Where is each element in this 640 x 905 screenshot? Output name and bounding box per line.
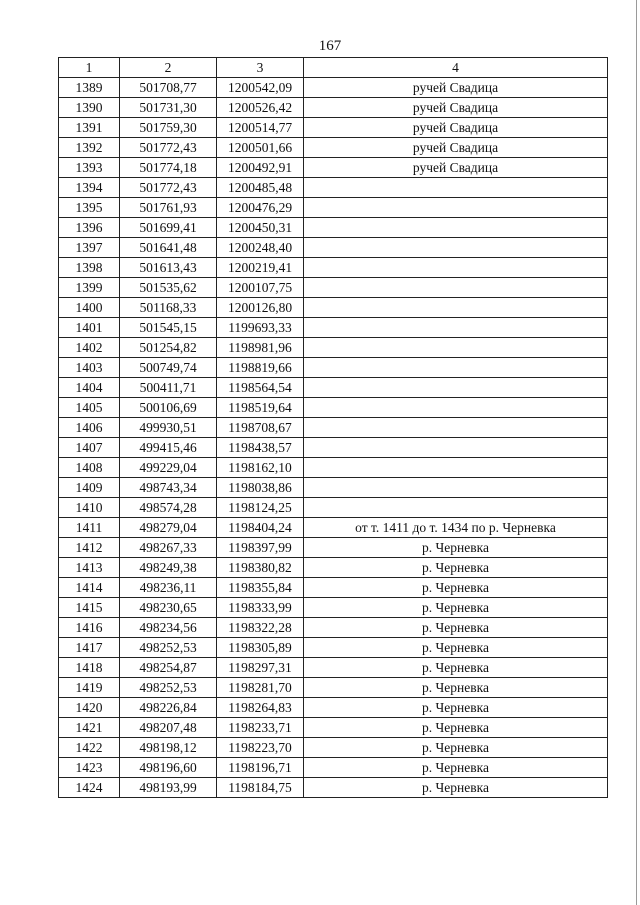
- table-row: [59, 658, 608, 678]
- table-row: [59, 738, 608, 758]
- point-number-cell: 1411: [59, 518, 120, 538]
- table-row: [59, 398, 608, 418]
- description-cell: [304, 398, 608, 418]
- description-cell: [304, 338, 608, 358]
- y-coordinate-cell: 1200107,75: [217, 278, 304, 298]
- point-number-cell: 1403: [59, 358, 120, 378]
- description-cell: [304, 298, 608, 318]
- description-cell: р. Черневка: [304, 698, 608, 718]
- table-row: [59, 778, 608, 798]
- table-row: [59, 98, 608, 118]
- x-coordinate-cell: 501731,30: [120, 98, 217, 118]
- table-row: [59, 698, 608, 718]
- table-row: [59, 518, 608, 538]
- description-cell: ручей Свадица: [304, 78, 608, 98]
- y-coordinate-cell: 1200526,42: [217, 98, 304, 118]
- table-row: [59, 558, 608, 578]
- description-cell: [304, 318, 608, 338]
- y-coordinate-cell: 1198981,96: [217, 338, 304, 358]
- point-number-cell: 1415: [59, 598, 120, 618]
- y-coordinate-cell: 1198184,75: [217, 778, 304, 798]
- table-row: [59, 198, 608, 218]
- point-number-cell: 1391: [59, 118, 120, 138]
- point-number-cell: 1395: [59, 198, 120, 218]
- point-number-cell: 1398: [59, 258, 120, 278]
- page-number: 167: [318, 38, 342, 54]
- point-number-cell: 1406: [59, 418, 120, 438]
- point-number-cell: 1390: [59, 98, 120, 118]
- description-cell: [304, 278, 608, 298]
- table-row: [59, 678, 608, 698]
- x-coordinate-cell: 501699,41: [120, 218, 217, 238]
- table-row: [59, 238, 608, 258]
- x-coordinate-cell: 498207,48: [120, 718, 217, 738]
- x-coordinate-cell: 501759,30: [120, 118, 217, 138]
- x-coordinate-cell: 498254,87: [120, 658, 217, 678]
- table-row: [59, 718, 608, 738]
- table-row: [59, 78, 608, 98]
- table-row: [59, 478, 608, 498]
- y-coordinate-cell: 1200126,80: [217, 298, 304, 318]
- description-cell: р. Черневка: [304, 758, 608, 778]
- table-body: [59, 78, 608, 798]
- y-coordinate-cell: 1198519,64: [217, 398, 304, 418]
- description-cell: [304, 478, 608, 498]
- y-coordinate-cell: 1198404,24: [217, 518, 304, 538]
- table-row: [59, 218, 608, 238]
- point-number-cell: 1418: [59, 658, 120, 678]
- description-cell: р. Черневка: [304, 778, 608, 798]
- x-coordinate-cell: 501613,43: [120, 258, 217, 278]
- description-cell: [304, 378, 608, 398]
- description-cell: ручей Свадица: [304, 98, 608, 118]
- x-coordinate-cell: 501708,77: [120, 78, 217, 98]
- y-coordinate-cell: 1198038,86: [217, 478, 304, 498]
- x-coordinate-cell: 498226,84: [120, 698, 217, 718]
- table-row: [59, 758, 608, 778]
- table-row: [59, 258, 608, 278]
- description-cell: [304, 418, 608, 438]
- point-number-cell: 1417: [59, 638, 120, 658]
- x-coordinate-cell: 501641,48: [120, 238, 217, 258]
- y-coordinate-cell: 1198322,28: [217, 618, 304, 638]
- point-number-cell: 1392: [59, 138, 120, 158]
- table-row: [59, 578, 608, 598]
- y-coordinate-cell: 1198223,70: [217, 738, 304, 758]
- table-row: [59, 298, 608, 318]
- column-header-2: 2: [120, 58, 217, 78]
- point-number-cell: 1419: [59, 678, 120, 698]
- description-cell: [304, 458, 608, 478]
- description-cell: [304, 438, 608, 458]
- y-coordinate-cell: 1198708,67: [217, 418, 304, 438]
- description-cell: [304, 218, 608, 238]
- y-coordinate-cell: 1198819,66: [217, 358, 304, 378]
- x-coordinate-cell: 498193,99: [120, 778, 217, 798]
- point-number-cell: 1414: [59, 578, 120, 598]
- point-number-cell: 1416: [59, 618, 120, 638]
- x-coordinate-cell: 501168,33: [120, 298, 217, 318]
- description-cell: ручей Свадица: [304, 158, 608, 178]
- y-coordinate-cell: 1200492,91: [217, 158, 304, 178]
- point-number-cell: 1421: [59, 718, 120, 738]
- x-coordinate-cell: 501772,43: [120, 138, 217, 158]
- point-number-cell: 1397: [59, 238, 120, 258]
- y-coordinate-cell: 1198355,84: [217, 578, 304, 598]
- y-coordinate-cell: 1200248,40: [217, 238, 304, 258]
- table-row: [59, 638, 608, 658]
- point-number-cell: 1394: [59, 178, 120, 198]
- y-coordinate-cell: 1198564,54: [217, 378, 304, 398]
- description-cell: ручей Свадица: [304, 138, 608, 158]
- description-cell: р. Черневка: [304, 658, 608, 678]
- y-coordinate-cell: 1198281,70: [217, 678, 304, 698]
- y-coordinate-cell: 1200476,29: [217, 198, 304, 218]
- y-coordinate-cell: 1200514,77: [217, 118, 304, 138]
- point-number-cell: 1389: [59, 78, 120, 98]
- coordinates-table: [58, 57, 608, 798]
- point-number-cell: 1402: [59, 338, 120, 358]
- table-row: [59, 458, 608, 478]
- point-number-cell: 1404: [59, 378, 120, 398]
- y-coordinate-cell: 1198305,89: [217, 638, 304, 658]
- point-number-cell: 1405: [59, 398, 120, 418]
- description-cell: р. Черневка: [304, 578, 608, 598]
- description-cell: [304, 258, 608, 278]
- column-header-1: 1: [59, 58, 120, 78]
- column-header-4: 4: [304, 58, 608, 78]
- table-row: [59, 538, 608, 558]
- table-row: [59, 498, 608, 518]
- table-row: [59, 118, 608, 138]
- y-coordinate-cell: 1198333,99: [217, 598, 304, 618]
- description-cell: от т. 1411 до т. 1434 по р. Черневка: [304, 518, 608, 538]
- x-coordinate-cell: 501761,93: [120, 198, 217, 218]
- x-coordinate-cell: 501535,62: [120, 278, 217, 298]
- point-number-cell: 1420: [59, 698, 120, 718]
- page-edge-line: [636, 0, 637, 905]
- y-coordinate-cell: 1198124,25: [217, 498, 304, 518]
- x-coordinate-cell: 500106,69: [120, 398, 217, 418]
- y-coordinate-cell: 1198233,71: [217, 718, 304, 738]
- y-coordinate-cell: 1198297,31: [217, 658, 304, 678]
- x-coordinate-cell: 501774,18: [120, 158, 217, 178]
- table-row: [59, 338, 608, 358]
- x-coordinate-cell: 498267,33: [120, 538, 217, 558]
- description-cell: [304, 498, 608, 518]
- x-coordinate-cell: 498236,11: [120, 578, 217, 598]
- table-row: [59, 138, 608, 158]
- x-coordinate-cell: 500411,71: [120, 378, 217, 398]
- x-coordinate-cell: 498279,04: [120, 518, 217, 538]
- y-coordinate-cell: 1198380,82: [217, 558, 304, 578]
- description-cell: р. Черневка: [304, 638, 608, 658]
- y-coordinate-cell: 1198397,99: [217, 538, 304, 558]
- x-coordinate-cell: 498196,60: [120, 758, 217, 778]
- x-coordinate-cell: 498252,53: [120, 678, 217, 698]
- table-row: [59, 418, 608, 438]
- x-coordinate-cell: 501254,82: [120, 338, 217, 358]
- x-coordinate-cell: 501772,43: [120, 178, 217, 198]
- y-coordinate-cell: 1200501,66: [217, 138, 304, 158]
- x-coordinate-cell: 498574,28: [120, 498, 217, 518]
- column-header-3: 3: [217, 58, 304, 78]
- x-coordinate-cell: 499930,51: [120, 418, 217, 438]
- table-header-row: [59, 58, 608, 78]
- table-row: [59, 598, 608, 618]
- point-number-cell: 1410: [59, 498, 120, 518]
- y-coordinate-cell: 1200450,31: [217, 218, 304, 238]
- description-cell: р. Черневка: [304, 618, 608, 638]
- x-coordinate-cell: 499229,04: [120, 458, 217, 478]
- x-coordinate-cell: 498249,38: [120, 558, 217, 578]
- description-cell: [304, 358, 608, 378]
- point-number-cell: 1423: [59, 758, 120, 778]
- table-row: [59, 278, 608, 298]
- description-cell: [304, 238, 608, 258]
- x-coordinate-cell: 501545,15: [120, 318, 217, 338]
- table-row: [59, 438, 608, 458]
- table-row: [59, 158, 608, 178]
- description-cell: р. Черневка: [304, 598, 608, 618]
- table-row: [59, 318, 608, 338]
- y-coordinate-cell: 1198264,83: [217, 698, 304, 718]
- description-cell: р. Черневка: [304, 738, 608, 758]
- table-row: [59, 178, 608, 198]
- description-cell: р. Черневка: [304, 678, 608, 698]
- x-coordinate-cell: 498234,56: [120, 618, 217, 638]
- table-row: [59, 358, 608, 378]
- description-cell: р. Черневка: [304, 538, 608, 558]
- y-coordinate-cell: 1200219,41: [217, 258, 304, 278]
- point-number-cell: 1399: [59, 278, 120, 298]
- y-coordinate-cell: 1199693,33: [217, 318, 304, 338]
- point-number-cell: 1424: [59, 778, 120, 798]
- description-cell: р. Черневка: [304, 718, 608, 738]
- description-cell: р. Черневка: [304, 558, 608, 578]
- description-cell: [304, 178, 608, 198]
- point-number-cell: 1409: [59, 478, 120, 498]
- point-number-cell: 1400: [59, 298, 120, 318]
- point-number-cell: 1422: [59, 738, 120, 758]
- point-number-cell: 1408: [59, 458, 120, 478]
- description-cell: ручей Свадица: [304, 118, 608, 138]
- y-coordinate-cell: 1200485,48: [217, 178, 304, 198]
- y-coordinate-cell: 1198196,71: [217, 758, 304, 778]
- point-number-cell: 1401: [59, 318, 120, 338]
- table-row: [59, 618, 608, 638]
- description-cell: [304, 198, 608, 218]
- y-coordinate-cell: 1200542,09: [217, 78, 304, 98]
- x-coordinate-cell: 498230,65: [120, 598, 217, 618]
- point-number-cell: 1407: [59, 438, 120, 458]
- x-coordinate-cell: 498252,53: [120, 638, 217, 658]
- point-number-cell: 1413: [59, 558, 120, 578]
- y-coordinate-cell: 1198438,57: [217, 438, 304, 458]
- point-number-cell: 1412: [59, 538, 120, 558]
- table-row: [59, 378, 608, 398]
- x-coordinate-cell: 499415,46: [120, 438, 217, 458]
- y-coordinate-cell: 1198162,10: [217, 458, 304, 478]
- point-number-cell: 1393: [59, 158, 120, 178]
- x-coordinate-cell: 500749,74: [120, 358, 217, 378]
- x-coordinate-cell: 498198,12: [120, 738, 217, 758]
- point-number-cell: 1396: [59, 218, 120, 238]
- x-coordinate-cell: 498743,34: [120, 478, 217, 498]
